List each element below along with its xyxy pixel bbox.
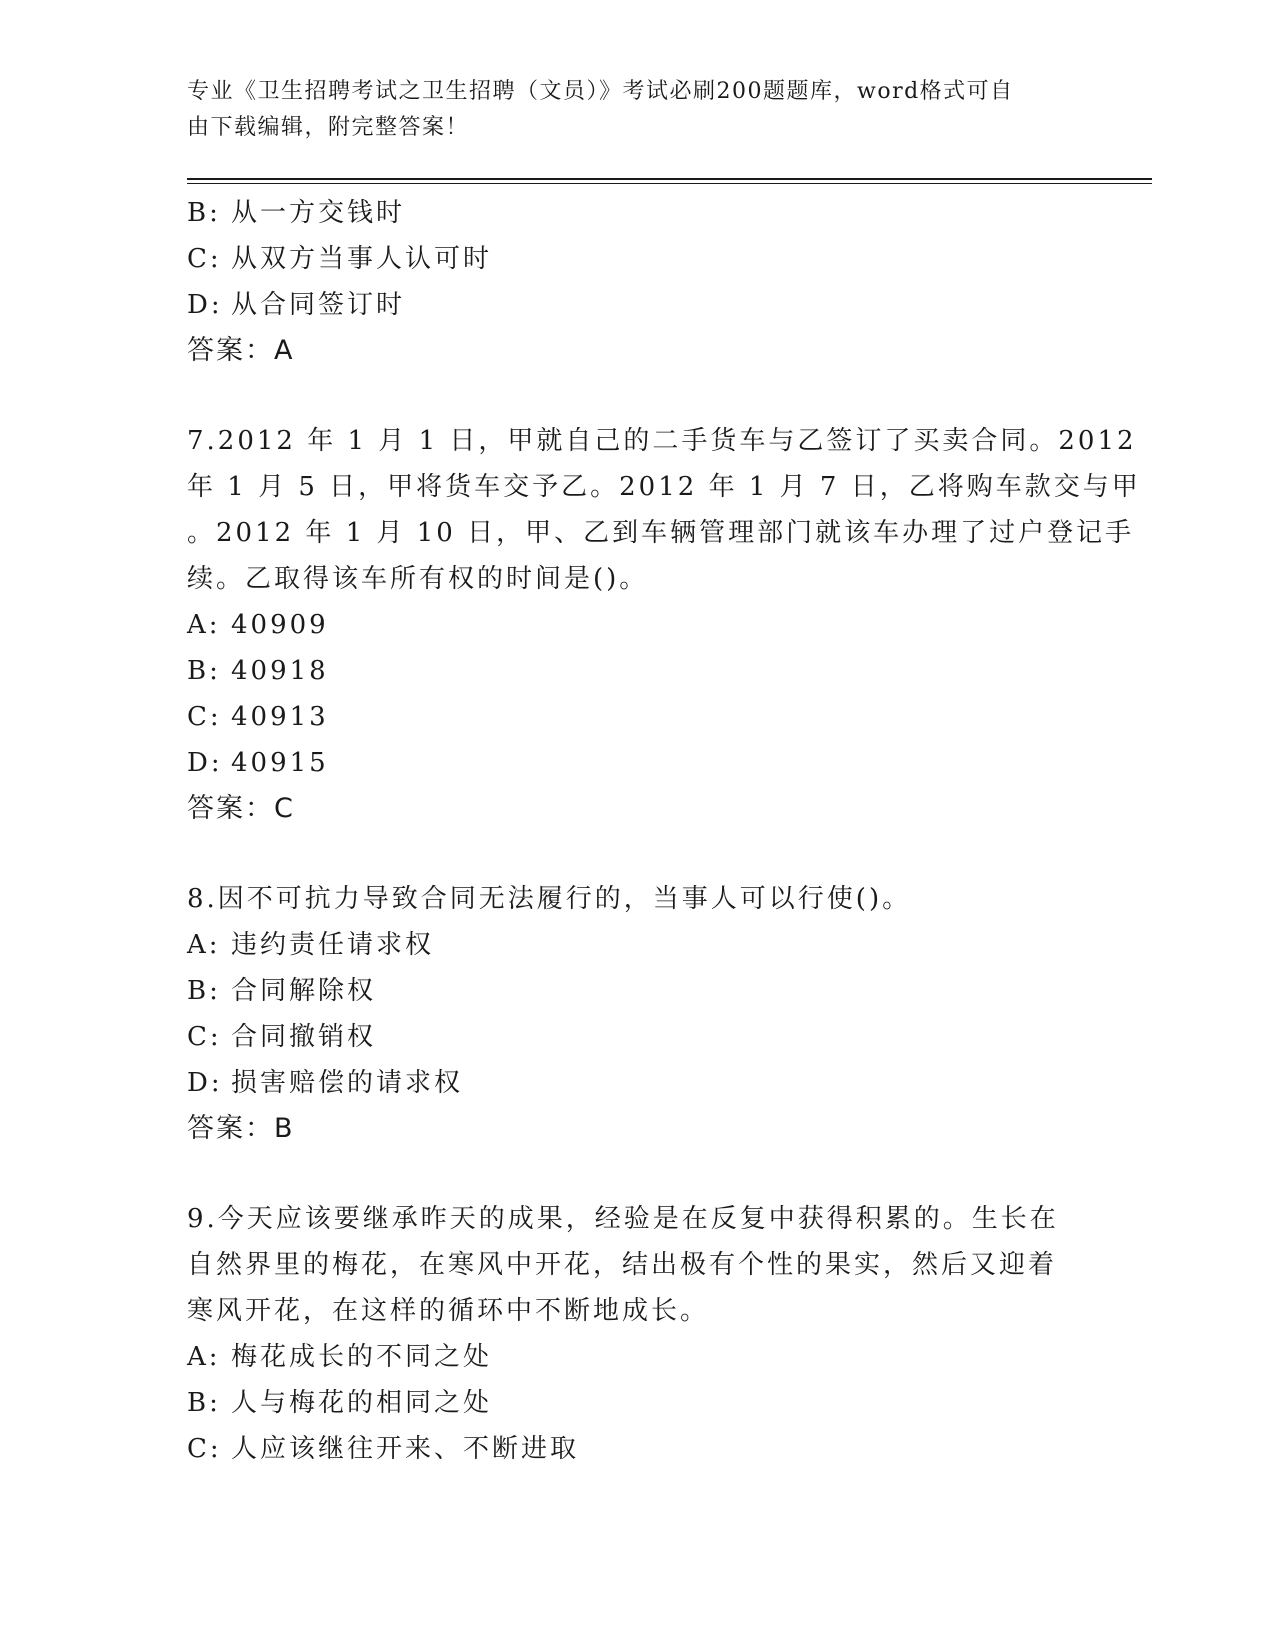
question-stem-line: 9.今天应该要继承昨天的成果，经验是在反复中获得积累的。生长在 bbox=[187, 1204, 1059, 1234]
answer-line: 答案：B bbox=[187, 1113, 295, 1144]
option-text: 40918 bbox=[231, 656, 329, 686]
option-key: B: bbox=[187, 198, 221, 228]
question-stem-line: 7.2012 年 1 月 1 日，甲就自己的二手货车与乙签订了买卖合同。2012 bbox=[187, 426, 1137, 456]
question-spacer bbox=[187, 1152, 1087, 1196]
option-text: 梅花成长的不同之处 bbox=[231, 1342, 493, 1372]
question-stem-line: 8.因不可抗力导致合同无法履行的，当事人可以行使()。 bbox=[187, 884, 912, 914]
question-7 bbox=[187, 418, 1141, 832]
option-a bbox=[187, 1334, 1087, 1380]
option-c bbox=[187, 1426, 1087, 1472]
question-stem-line: 年 1 月 5 日，甲将货车交予乙。2012 年 1 月 7 日，乙将购车款交与甲 bbox=[187, 472, 1141, 502]
question-stem-line: 寒风开花，在这样的循环中不断地成长。 bbox=[187, 1296, 710, 1326]
option-text: 违约责任请求权 bbox=[231, 930, 435, 960]
option-c bbox=[187, 694, 1087, 740]
option-text: 从双方当事人认可时 bbox=[231, 244, 493, 274]
option-key: D: bbox=[187, 290, 223, 320]
option-key: B: bbox=[187, 1388, 221, 1418]
option-key: A: bbox=[187, 930, 221, 960]
option-d bbox=[187, 282, 1087, 328]
question-8 bbox=[187, 876, 1087, 1152]
option-a bbox=[187, 602, 1087, 648]
answer-line: 答案：A bbox=[187, 335, 295, 366]
option-text: 损害赔偿的请求权 bbox=[231, 1068, 464, 1098]
option-text: 从一方交钱时 bbox=[231, 198, 406, 228]
option-key: B: bbox=[187, 976, 221, 1006]
header-title-line-1: 专业《卫生招聘考试之卫生招聘（文员）》考试必刷200题题库，word格式可自 bbox=[187, 79, 1014, 104]
question-spacer bbox=[187, 374, 1087, 418]
option-key: A: bbox=[187, 610, 221, 640]
option-b bbox=[187, 968, 1087, 1014]
option-b bbox=[187, 190, 1087, 236]
question-spacer bbox=[187, 832, 1087, 876]
option-text: 40909 bbox=[231, 610, 329, 640]
option-b bbox=[187, 648, 1087, 694]
header-divider bbox=[187, 178, 1152, 184]
question-9 bbox=[187, 1196, 1087, 1472]
option-text: 合同解除权 bbox=[231, 976, 377, 1006]
option-text: 人应该继往开来、不断进取 bbox=[231, 1434, 580, 1464]
question-stem-line: 。2012 年 1 月 10 日，甲、乙到车辆管理部门就该车办理了过户登记手 bbox=[187, 518, 1135, 548]
option-key: C: bbox=[187, 1434, 222, 1464]
option-key: C: bbox=[187, 702, 222, 732]
option-text: 合同撤销权 bbox=[231, 1022, 377, 1052]
question-6-continued bbox=[187, 190, 1087, 374]
question-stem-line: 自然界里的梅花，在寒风中开花，结出极有个性的果实，然后又迎着 bbox=[187, 1250, 1058, 1280]
answer-line: 答案：C bbox=[187, 793, 295, 824]
option-text: 人与梅花的相同之处 bbox=[231, 1388, 493, 1418]
option-d bbox=[187, 740, 1087, 786]
option-d bbox=[187, 1060, 1087, 1106]
header-title-line-2: 由下载编辑，附完整答案！ bbox=[187, 115, 470, 140]
document-header bbox=[187, 74, 1067, 146]
option-text: 40913 bbox=[231, 702, 329, 732]
option-key: C: bbox=[187, 244, 222, 274]
option-b bbox=[187, 1380, 1087, 1426]
option-c bbox=[187, 1014, 1087, 1060]
option-text: 从合同签订时 bbox=[231, 290, 406, 320]
option-key: A: bbox=[187, 1342, 221, 1372]
option-key: C: bbox=[187, 1022, 222, 1052]
question-stem-line: 续。乙取得该车所有权的时间是()。 bbox=[187, 564, 649, 594]
document-body bbox=[187, 190, 1141, 1472]
option-c bbox=[187, 236, 1087, 282]
option-key: D: bbox=[187, 1068, 223, 1098]
option-key: D: bbox=[187, 748, 223, 778]
option-text: 40915 bbox=[231, 748, 329, 778]
option-a bbox=[187, 922, 1087, 968]
option-key: B: bbox=[187, 656, 221, 686]
